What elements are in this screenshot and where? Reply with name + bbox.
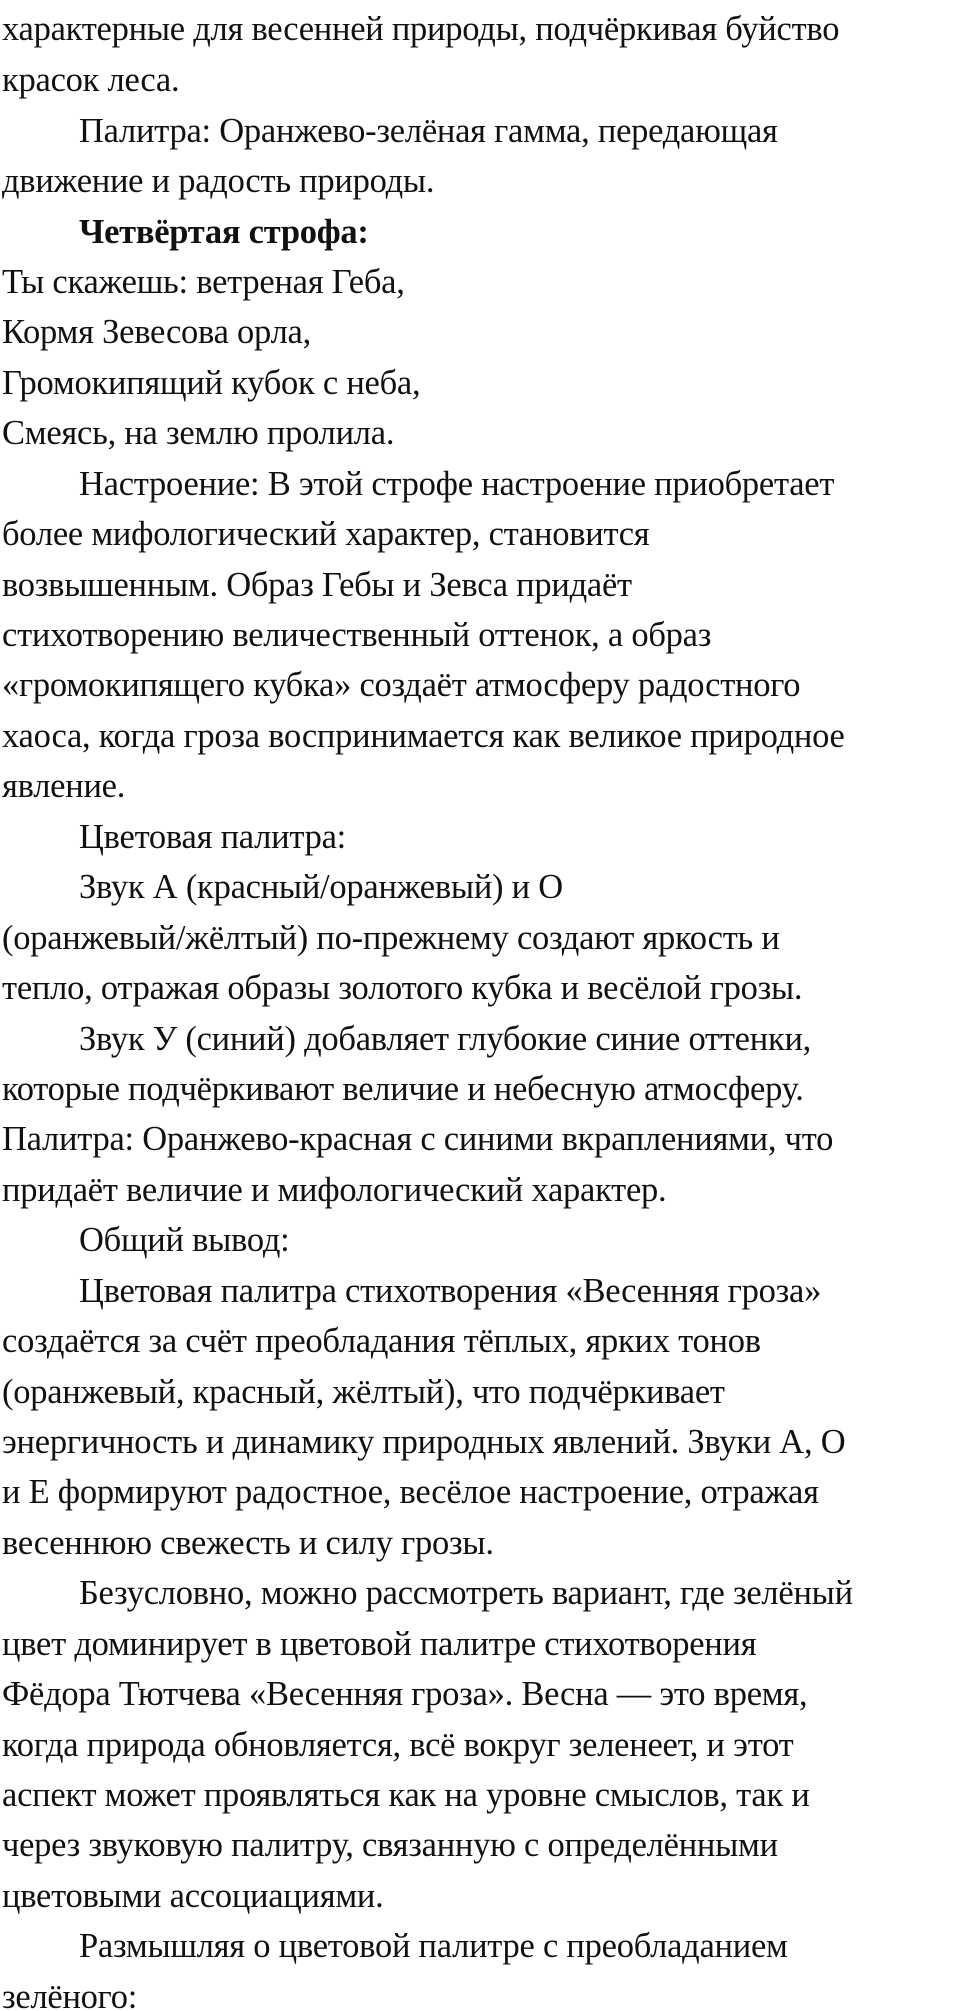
text-line: характерные для весенней природы, подчёркивая буйство bbox=[2, 10, 840, 48]
text-line: Палитра: Оранжево-зелёная гамма, передающая bbox=[79, 112, 778, 150]
text-line: придаёт величие и мифологический характер. bbox=[2, 1171, 667, 1209]
text-line: движение и радость природы. bbox=[2, 162, 435, 200]
text-line: Общий вывод: bbox=[79, 1221, 290, 1259]
text-line: Безусловно, можно рассмотреть вариант, где зелёный bbox=[79, 1574, 853, 1612]
text-line: и Е формируют радостное, весёлое настроение, отражая bbox=[2, 1473, 819, 1511]
text-line: Звук У (синий) добавляет глубокие синие оттенки, bbox=[79, 1020, 812, 1058]
text-line: через звуковую палитру, связанную с определёнными bbox=[2, 1826, 778, 1864]
text-line: энергичность и динамику природных явлений. Звуки А, О bbox=[2, 1423, 846, 1461]
text-line: более мифологический характер, становится bbox=[2, 515, 650, 553]
text-line: цветовыми ассоциациями. bbox=[2, 1877, 384, 1915]
text-line: стихотворению величественный оттенок, а образ bbox=[2, 616, 712, 654]
text-line: Настроение: В этой строфе настроение приобретает bbox=[79, 465, 835, 503]
text-line: тепло, отражая образы золотого кубка и весёлой грозы. bbox=[2, 969, 803, 1007]
text-line: создаётся за счёт преобладания тёплых, ярких тонов bbox=[2, 1322, 761, 1360]
text-line: (оранжевый/жёлтый) по-прежнему создают яркость и bbox=[2, 919, 780, 957]
text-line: Палитра: Оранжево-красная с синими вкраплениями, что bbox=[2, 1120, 834, 1158]
text-line: красок леса. bbox=[2, 61, 180, 99]
text-line: Цветовая палитра: bbox=[79, 818, 346, 856]
poem-line: Громокипящий кубок с неба, bbox=[2, 364, 421, 402]
section-heading: Четвёртая строфа: bbox=[79, 213, 369, 251]
text-line: зелёного: bbox=[2, 1978, 138, 2011]
poem-line: Кормя Зевесова орла, bbox=[2, 313, 311, 351]
poem-line: Смеясь, на землю пролила. bbox=[2, 414, 395, 452]
poem-line: Ты скажешь: ветреная Геба, bbox=[2, 263, 405, 301]
text-line: когда природа обновляется, всё вокруг зеленеет, и этот bbox=[2, 1726, 794, 1764]
text-line: возвышенным. Образ Гебы и Зевса придаёт bbox=[2, 566, 632, 604]
text-line: цвет доминирует в цветовой палитре стихотворения bbox=[2, 1625, 757, 1663]
text-line: хаоса, когда гроза воспринимается как великое природное bbox=[2, 717, 845, 755]
text-line: (оранжевый, красный, жёлтый), что подчёркивает bbox=[2, 1373, 725, 1411]
text-line: которые подчёркивают величие и небесную атмосферу. bbox=[2, 1070, 804, 1108]
text-line: аспект может проявляться как на уровне смыслов, так и bbox=[2, 1776, 810, 1814]
text-line: «громокипящего кубка» создаёт атмосферу радостного bbox=[2, 666, 801, 704]
text-line: Размышляя о цветовой палитре с преобладанием bbox=[79, 1927, 788, 1965]
text-line: явление. bbox=[2, 767, 126, 805]
text-line: Цветовая палитра стихотворения «Весенняя гроза» bbox=[79, 1272, 822, 1310]
text-line: весеннюю свежесть и силу грозы. bbox=[2, 1524, 494, 1562]
text-line: Звук А (красный/оранжевый) и О bbox=[79, 868, 563, 906]
text-line: Фёдора Тютчева «Весенняя гроза». Весна — это время, bbox=[2, 1675, 808, 1713]
